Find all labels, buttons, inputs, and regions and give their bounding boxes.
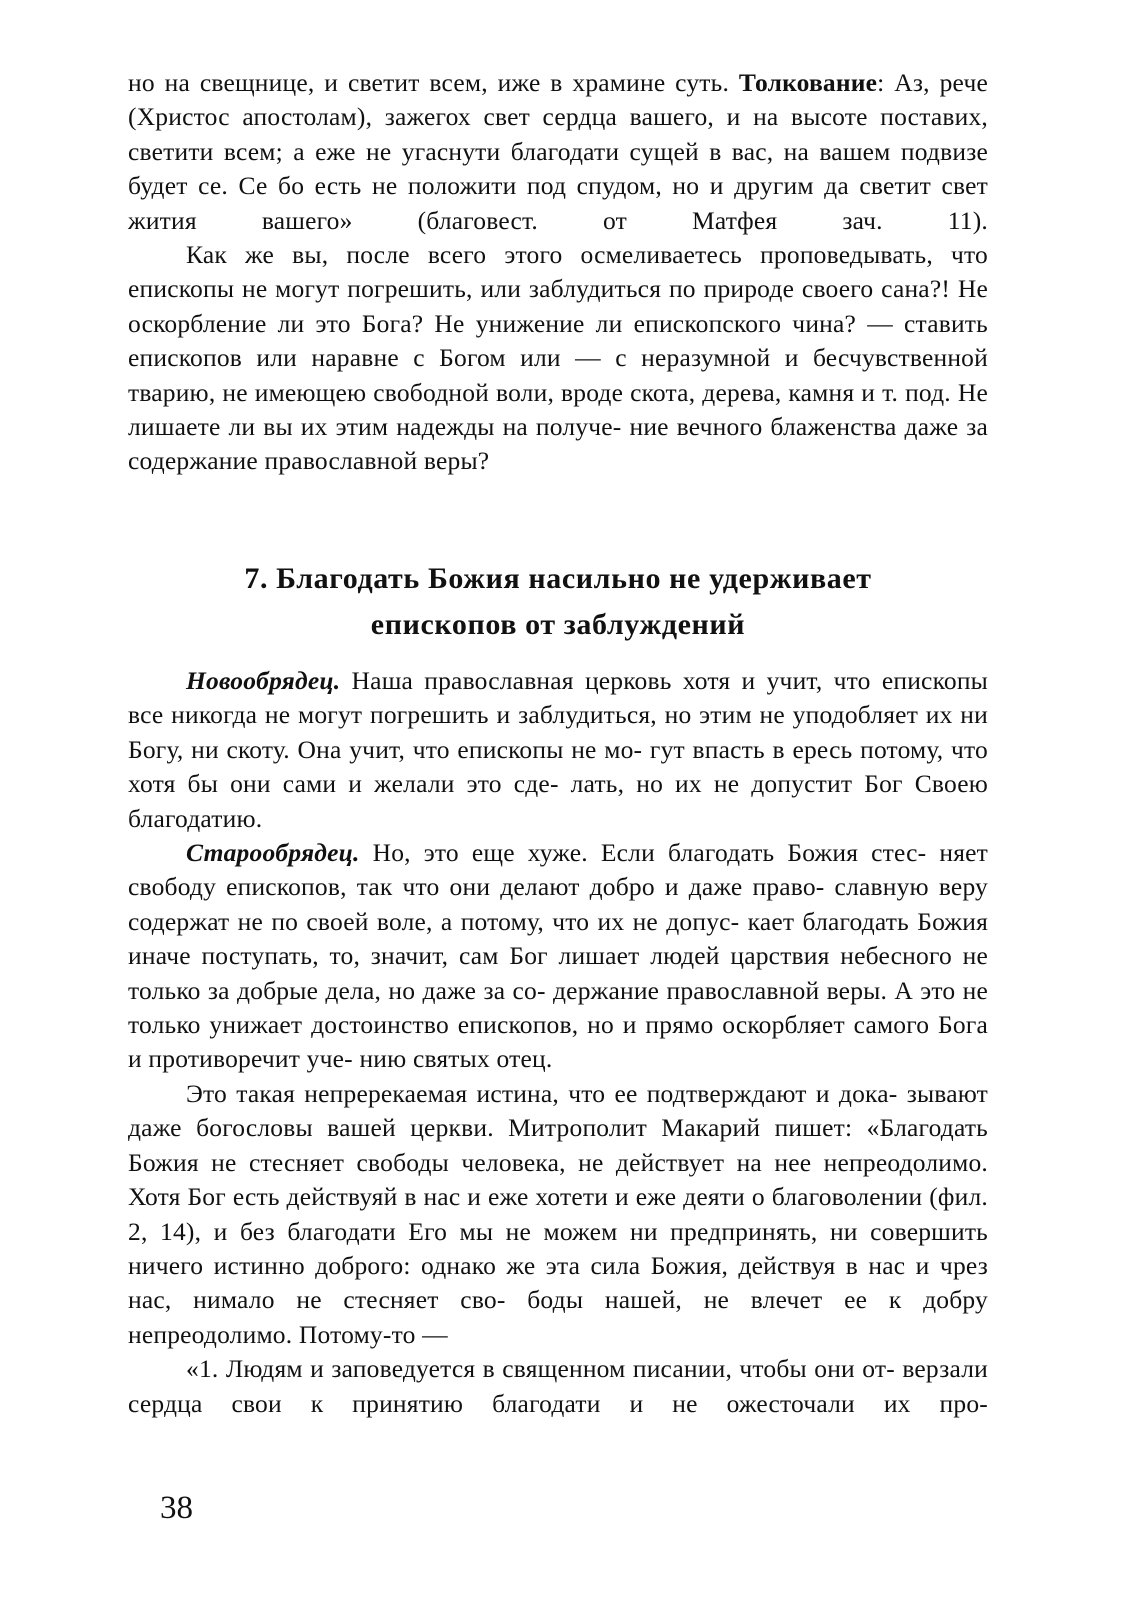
paragraph-6-line-2: верзали сердца свои к принятию благодати и не ожесточали их про- [128, 1354, 988, 1418]
paragraph-1-line-5: другим да светит свет жития вашего» (благовест. от Матфея зач. 11). [128, 171, 988, 235]
paragraph-4-line-3: славную веру содержат не по своей воле, а потому, что их не допус- [128, 872, 989, 936]
speaker-staroobryadets: Старообрядец. [186, 838, 360, 868]
speaker-novoobryadets: Новообрядец. [186, 666, 341, 695]
paragraph-3-line-4: гут впасть в ересь потому, что хотя бы они сами и желали это сде- [128, 734, 988, 799]
top-text-block [128, 66, 988, 479]
paragraph-5-line-7: эта сила Божия, действуя в нас и чрез нас, нимало не стесняет сво- [128, 1250, 988, 1315]
paragraph-3-line-2: епископы все никогда не могут погрешить и заблудиться, но этим [128, 666, 988, 730]
paragraph-3-line-5: лать, но их не допустит Бог Своею благодатию. [128, 769, 989, 833]
paragraph-2-line-1: Как же вы, после всего этого осмеливаетесь проповедывать, что [186, 240, 988, 270]
paragraph-1-line-2: рече (Христос апостолам), зажегох свет сердца вашего, и на высоте [128, 68, 988, 132]
paragraph-4-line-5: людей царствия небесного не только за добрые дела, но даже за со- [128, 941, 988, 1005]
paragraph-5-line-2: зывают даже богословы вашей церкви. Митрополит Макарий пишет: [128, 1078, 988, 1143]
paragraph-3-line-3: не уподобляет их ни Богу, ни скоту. Она учит, что епископы не мо- [128, 700, 988, 764]
paragraph-1-line-1: но на свещнице, и светит всем, иже в храмине суть. Толкование: Аз, [128, 68, 930, 97]
paragraph-2-line-3: сана?! Не оскорбление ли это Бога? Не унижение ли епископского [128, 274, 988, 338]
paragraph-5-line-8: боды нашей, не влечет ее к добру непреодолимо. Потому-то — [128, 1285, 988, 1349]
dialogue-text-block [128, 664, 988, 1421]
paragraph-2-line-4: чина? — ставить епископов или наравне с Богом или — с неразумной [128, 308, 988, 373]
paragraph-5-line-1: Это такая непререкаемая истина, что ее подтверждают и дока- [186, 1078, 898, 1108]
paragraph-2-line-7: ние вечного блаженства даже за содержание православной веры? [128, 412, 988, 476]
paragraph-5-line-5: деяти о благоволении (фил. 2, 14), и без благодати Его мы не можем [128, 1182, 988, 1246]
paragraph-6-line-1: «1. Людям и заповедуется в священном писании, чтобы они от- [186, 1354, 895, 1384]
paragraph-4-line-4: кает благодать Божия иначе поступать, то, значит, сам Бог лишает [128, 906, 989, 971]
paragraph-4-line-7: епископов, но и прямо оскорбляет самого Бога и противоречит уче- [128, 1010, 989, 1074]
page-number: 38 [160, 1490, 193, 1526]
paragraph-1-line-4: вашем подвизе будет се. Се бо есть не положити под спудом, но и [128, 136, 988, 201]
paragraph-4-line-6: держание православной веры. А это не только унижает достоинство [128, 975, 988, 1040]
paragraph-3 [128, 664, 988, 836]
paragraph-1-line-3: поставих, светити всем; а еже не угаснути благодати сущей в вас, на [128, 102, 988, 166]
paragraph-5-line-6: ни предпринять, ни совершить ничего истинно доброго: однако же [128, 1216, 989, 1280]
paragraph-4-line-2: няет свободу епископов, так что они делают добро и даже право- [128, 838, 988, 902]
section-heading-line-1: 7. Благодать Божия насильно не удерживает [244, 562, 872, 595]
paragraph-2-line-6: дерева, камня и т. под. Не лишаете ли вы их этим надежды на получе- [128, 377, 989, 442]
paragraph-6 [128, 1352, 988, 1421]
section-heading-line-2: епископов от заблуждений [370, 608, 746, 641]
paragraph-2-line-2: епископы не могут погрешить, или заблудиться по природе своего [128, 274, 874, 304]
paragraph-2 [128, 238, 988, 479]
paragraph-4-line-8: нию святых отец. [359, 1044, 553, 1074]
paragraph-5-line-4: нее непреодолимо. Хотя Бог есть действуяй в нас и еже хотети и еже [128, 1147, 988, 1212]
paragraph-5 [128, 1077, 988, 1352]
paragraph-5-line-3: «Благодать Божия не стесняет свободы человека, не действует на [128, 1113, 989, 1177]
paragraph-2-line-5: и бесчувственной тварию, не имеющею свободной воли, вроде скота, [128, 343, 988, 407]
bold-term-tolkovanie: Толкование [738, 68, 878, 97]
paragraph-4 [128, 836, 988, 1077]
section-heading [128, 556, 988, 648]
paragraph-4-line-1: Но, это еще хуже. Если благодать Божия стес- [359, 838, 927, 868]
paragraph-3-line-1: Наша православная церковь хотя и учит, что [340, 666, 871, 695]
paragraph-1 [128, 66, 988, 238]
